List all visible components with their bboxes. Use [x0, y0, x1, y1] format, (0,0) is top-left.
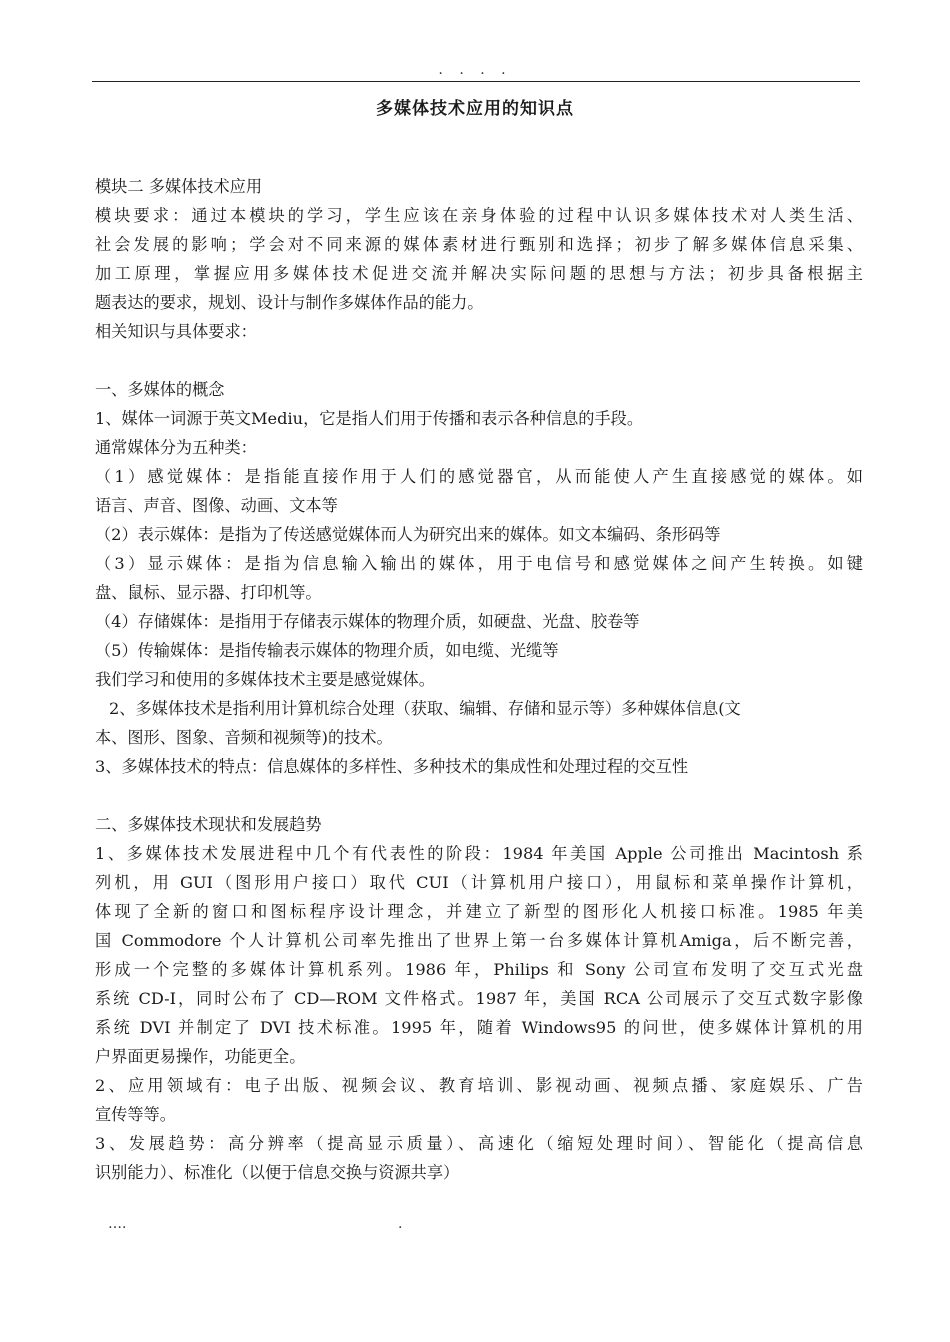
spacer — [95, 781, 863, 810]
history-line: 户界面更易操作，功能更全。 — [95, 1047, 306, 1066]
footer-center-mark: . — [398, 1216, 403, 1232]
media-type-item: （5）传输媒体：是指传输表示媒体的物理介质，如电缆、光缆等 — [95, 641, 559, 660]
history-line: 形成一个完整的多媒体计算机系列。1986 年，Philips 和 Sony 公司宣布发明了交互式光盘 — [95, 960, 863, 979]
page-title: 多媒体技术应用的知识点 — [376, 99, 574, 119]
history-line: 系统 DVI 并制定了 DVI 技术标准。1995 年，随着 Windows95 的问世，使多媒体计算机的用 — [95, 1018, 863, 1037]
footer-left-mark: …. — [108, 1216, 127, 1232]
module-requirement-line: 模块要求：通过本模块的学习，学生应该在亲身体验的过程中认识多媒体技术对人类生活、 — [95, 206, 863, 225]
development-trends: 3、发展趋势：高分辨率（提高显示质量）、高速化（缩短处理时间）、智能化（提高信息 — [95, 1134, 863, 1153]
development-trends: 识别能力）、标准化（以便于信息交换与资源共享） — [95, 1163, 460, 1182]
module-heading: 模块二 多媒体技术应用 — [95, 177, 263, 196]
section1-paragraph: 2、多媒体技术是指利用计算机综合处理（获取、编辑、存储和显示等）多种媒体信息(文 — [109, 699, 741, 718]
application-fields: 2、应用领域有：电子出版、视频会议、教育培训、影视动画、视频点播、家庭娱乐、广告 — [95, 1076, 863, 1095]
media-type-item: （2）表示媒体：是指为了传送感觉媒体而人为研究出来的媒体。如文本编码、条形码等 — [95, 525, 721, 544]
history-line: 列机，用 GUI（图形用户接口）取代 CUI（计算机用户接口），用鼠标和菜单操作计算机， — [95, 873, 863, 892]
media-type-item: （1）感觉媒体：是指能直接作用于人们的感觉器官，从而能使人产生直接感觉的媒体。如 — [95, 467, 863, 486]
module-requirement-line: 社会发展的影响；学会对不同来源的媒体素材进行甄别和选择；初步了解多媒体信息采集、 — [95, 235, 863, 254]
history-line: 体现了全新的窗口和图标程序设计理念，并建立了新型的图形化人机接口标准。1985 年美 — [95, 902, 863, 921]
media-type-item: 盘、鼠标、显示器、打印机等。 — [95, 583, 322, 602]
section1-paragraph: 本、图形、图象、音频和视频等)的技术。 — [95, 728, 393, 747]
header-dots: . . . . — [438, 62, 512, 78]
section1-summary: 我们学习和使用的多媒体技术主要是感觉媒体。 — [95, 670, 435, 689]
section1-paragraph: 3、多媒体技术的特点：信息媒体的多样性、多种技术的集成性和处理过程的交互性 — [95, 757, 689, 776]
related-knowledge-label: 相关知识与具体要求： — [95, 322, 257, 341]
module-requirement-line: 加工原理，掌握应用多媒体技术促进交流并解决实际问题的思想与方法；初步具备根据主 — [95, 264, 863, 283]
section2-heading: 二、多媒体技术现状和发展趋势 — [95, 815, 322, 834]
media-type-item: 语言、声音、图像、动画、文本等 — [95, 496, 338, 515]
application-fields: 宣传等等。 — [95, 1105, 176, 1124]
history-line: 系统 CD-I，同时公布了 CD—ROM 文件格式。1987 年，美国 RCA 公司展示了交互式数字影像 — [95, 989, 863, 1008]
spacer — [95, 346, 863, 375]
media-type-item: （3）显示媒体：是指为信息输入输出的媒体，用于电信号和感觉媒体之间产生转换。如键 — [95, 554, 863, 573]
document-body — [95, 172, 863, 1187]
header-rule — [92, 81, 860, 82]
media-type-item: （4）存储媒体：是指用于存储表示媒体的物理介质，如硬盘、光盘、胶卷等 — [95, 612, 640, 631]
section1-heading: 一、多媒体的概念 — [95, 380, 225, 399]
module-requirement-line: 题表达的要求，规划、设计与制作多媒体作品的能力。 — [95, 293, 484, 312]
history-line: 国 Commodore 个人计算机公司率先推出了世界上第一台多媒体计算机Amiga，后不断完善， — [95, 931, 863, 950]
section1-paragraph: 1、媒体一词源于英文Mediu，它是指人们用于传播和表示各种信息的手段。 — [95, 409, 644, 428]
section1-paragraph: 通常媒体分为五种类： — [95, 438, 257, 457]
history-line: 1、多媒体技术发展进程中几个有代表性的阶段：1984 年美国 Apple 公司推出 Macintosh 系 — [95, 844, 863, 863]
